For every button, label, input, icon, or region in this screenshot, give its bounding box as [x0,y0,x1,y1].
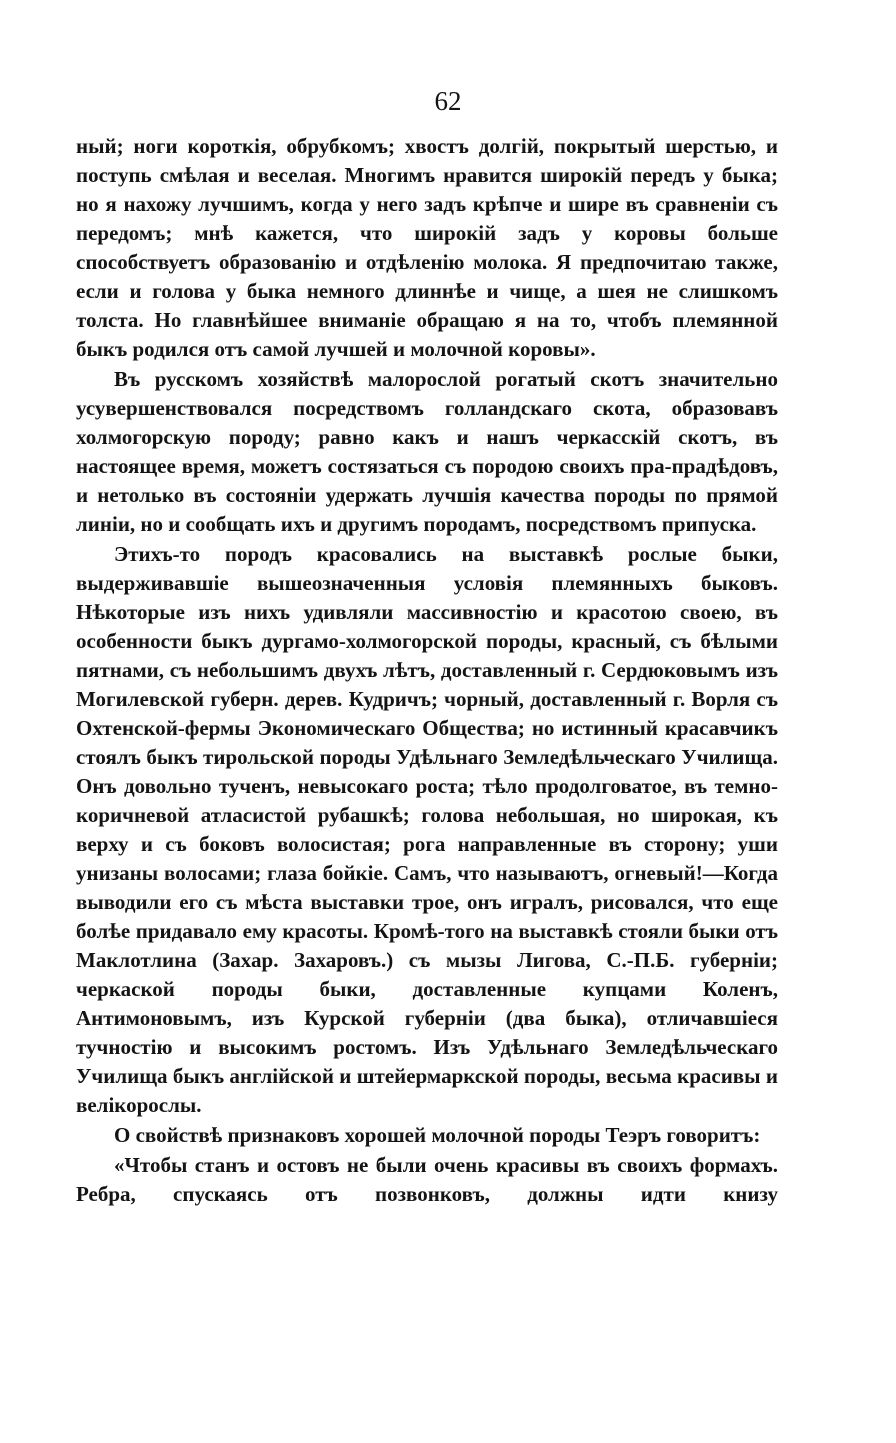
paragraph-5: «Чтобы станъ и остовъ не были очень красивы въ своихъ формахъ. Ребра, спускаясь отъ позвонковъ, должны идти книзу [76,1153,778,1206]
paragraph-4: О свойствѣ признаковъ хорошей молочной породы Теэръ говоритъ: [114,1123,761,1147]
body-text [76,132,778,1210]
paragraph-2: Въ русскомъ хозяйствѣ малорослой рогатый скотъ значительно усувершенствовался посредствомъ голландскаго скота, образовавъ холмогорскую породу; равно какъ и нашъ черкасскій скотъ, въ настоящее время, можетъ состязаться съ породою своихъ пра-прадѣдовъ, и нетолько въ состояніи удержать лучшія качества породы по прямой линіи, но и сообщать ихъ и другимъ породамъ, посредствомъ припуска. [76,367,778,536]
paragraph-1: ный; ноги короткія, обрубкомъ; хвостъ долгій, покрытый шерстью, и поступь смѣлая и веселая. Многимъ нравится широкій передъ у быка; но я нахожу лучшимъ, когда у него задъ крѣпче и шире въ сравненіи съ передомъ; мнѣ кажется, что широкій задъ у коровы больше способствуетъ образованію и отдѣленію молока. Я предпочитаю также, если и голова у быка немного длиннѣе и чище, а шея не слишкомъ толста. Но главнѣйшее вниманіе обращаю я на то, чтобъ племянной быкъ родился отъ самой лучшей и молочной коровы». [76,134,778,361]
paragraph-3: Этихъ-то породъ красовались на выставкѣ рослые быки, выдерживавшіе вышеозначенныя условія племянныхъ быковъ. Нѣкоторые изъ нихъ удивляли массивностію и красотою своею, въ особенности быкъ дургамо-холмогорской породы, красный, съ бѣлыми пятнами, съ небольшимъ двухъ лѣтъ, доставленный г. Сердюковымъ изъ Могилевской губерн. дерев. Кудричъ; чорный, доставленный г. Ворля съ Охтенской-фермы Экономическаго Общества; но истинный красавчикъ стоялъ быкъ тирольской породы Удѣльнаго Земледѣльческаго Училища. Онъ довольно тученъ, невысокаго роста; тѣло продолговатое, въ темно-коричневой атласистой рубашкѣ; голова небольшая, но широкая, къ верху и съ боковъ волосистая; рога направленные въ сторону; уши унизаны волосами; глаза бойкіе. Самъ, что называютъ, огневый!—Когда выводили его съ мѣста выставки трое, онъ игралъ, рисовался, что еще болѣе придавало ему красоты. Кромѣ-того на выставкѣ стояли быки отъ Маклотлина (Захар. Захаровъ.) съ мызы Лигова, С.-П.Б. губерніи; черкаской породы быки, доставленные купцами Коленъ, Антимоновымъ, изъ Курской губерніи (два быка), отличавшіеся тучностію и высокимъ ростомъ. Изъ Удѣльнаго Земледѣльческаго Училища быкъ англійской и штейермаркской породы, весьма красивы и велікорослы. [76,542,778,1117]
page-number: 62 [434,86,462,116]
